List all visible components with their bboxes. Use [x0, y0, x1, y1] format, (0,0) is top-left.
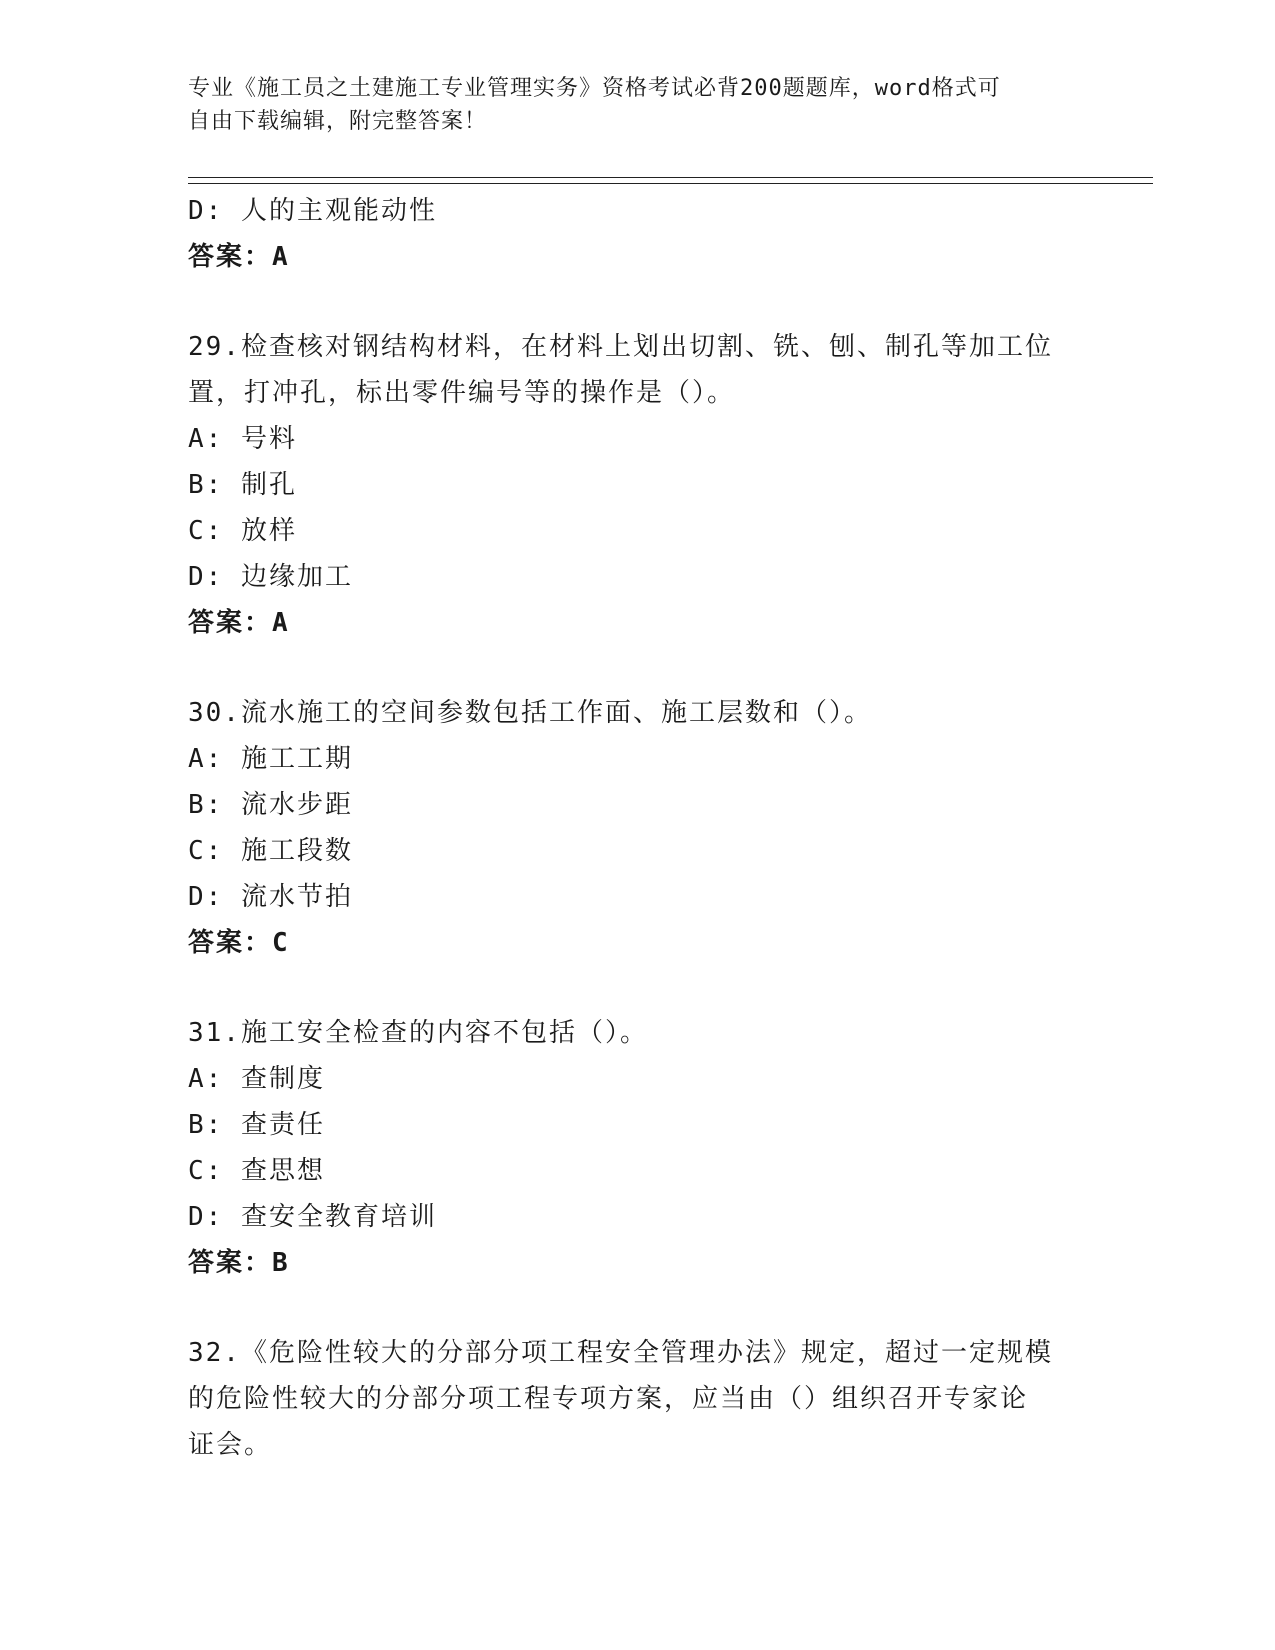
question-stem-line: 31.施工安全检查的内容不包括（）。	[188, 1018, 648, 1048]
header-line-1: 专业《施工员之土建施工专业管理实务》资格考试必背200题题库，word格式可	[188, 76, 1001, 101]
answer-line: 答案：B	[188, 1248, 290, 1278]
option-b: B: 制孔	[188, 470, 297, 500]
header-line-2: 自由下载编辑，附完整答案！	[188, 109, 488, 134]
option-c: C: 查思想	[188, 1156, 325, 1186]
document-body	[188, 188, 1088, 1468]
option-d: D: 查安全教育培训	[188, 1202, 437, 1232]
question-stem-line: 置，打冲孔，标出零件编号等的操作是（）。	[188, 378, 736, 408]
question-stem-line: 30.流水施工的空间参数包括工作面、施工层数和（）。	[188, 698, 872, 728]
option-c: C: 施工段数	[188, 836, 353, 866]
option-a: A: 施工工期	[188, 744, 353, 774]
option-d: D: 边缘加工	[188, 562, 353, 592]
option-b: B: 流水步距	[188, 790, 353, 820]
question-stem-line: 29.检查核对钢结构材料，在材料上划出切割、铣、刨、制孔等加工位	[188, 332, 1053, 362]
question-stem-line: 证会。	[188, 1430, 273, 1460]
question-32	[188, 1330, 1088, 1468]
option-d: D: 流水节拍	[188, 882, 353, 912]
question-stem-line: 的危险性较大的分部分项工程专项方案，应当由（）组织召开专家论	[188, 1384, 1029, 1414]
answer-line: 答案：A	[188, 608, 290, 638]
previous-question-tail	[188, 188, 1088, 280]
option-a: A: 查制度	[188, 1064, 325, 1094]
option-c: C: 放样	[188, 516, 297, 546]
option-b: B: 查责任	[188, 1110, 325, 1140]
option-a: A: 号料	[188, 424, 297, 454]
question-stem-line: 32.《危险性较大的分部分项工程安全管理办法》规定，超过一定规模	[188, 1338, 1053, 1368]
answer-line: 答案：C	[188, 928, 290, 958]
question-29	[188, 324, 1088, 646]
header-rule-top	[188, 177, 1153, 178]
answer-line: 答案：A	[188, 242, 290, 272]
option-d: D: 人的主观能动性	[188, 196, 437, 226]
document-header	[188, 72, 1068, 138]
question-31	[188, 1010, 1088, 1286]
question-30	[188, 690, 1088, 966]
header-rule-bottom	[188, 183, 1153, 184]
